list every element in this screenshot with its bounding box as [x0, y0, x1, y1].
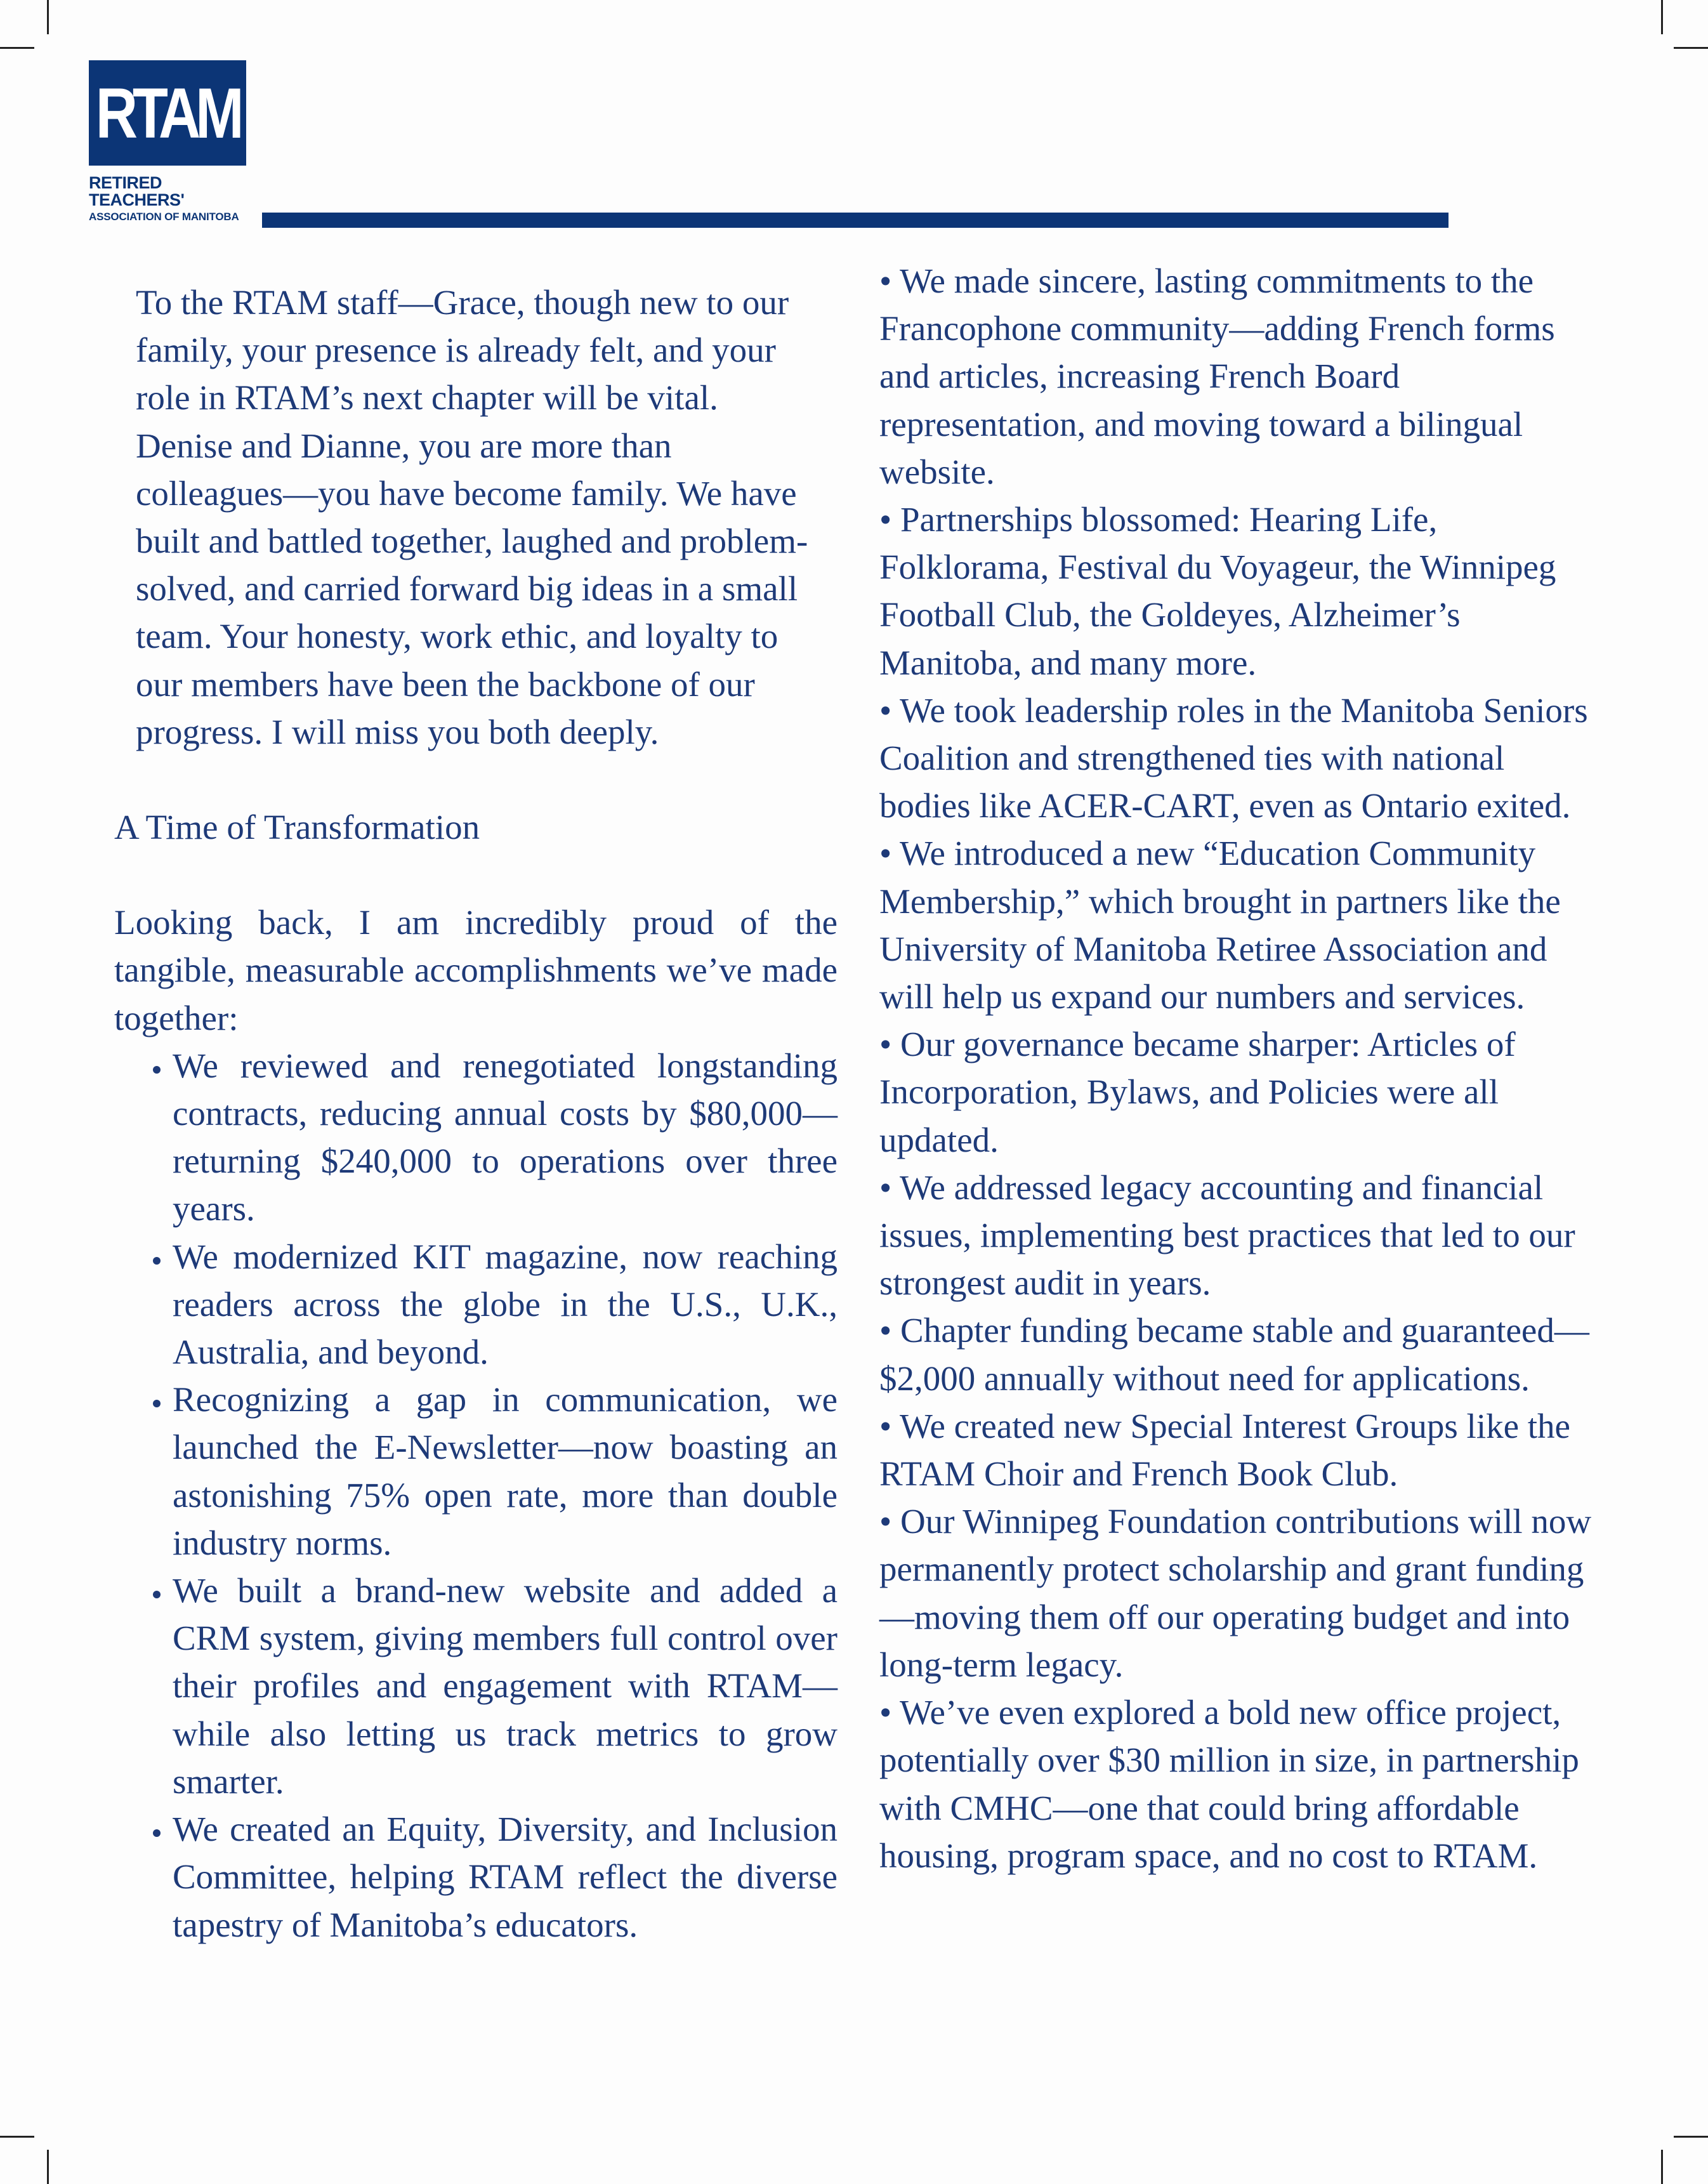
crop-mark-bottom-left-h	[0, 2136, 34, 2138]
crop-mark-top-left-h	[0, 47, 34, 49]
list-item: • We created an Equity, Diversity, and Inclusion Committee, helping RTAM reflect the diverse tapestry of Manitoba’s educators.	[173, 1805, 838, 1949]
accomplishments-list	[114, 1042, 838, 1949]
list-item: • Recognizing a gap in communication, we launched the E-Newsletter—now boasting an astonishing 75% open rate, more than double industry norms.	[173, 1376, 838, 1567]
right-column	[879, 257, 1603, 1879]
header-rule	[262, 213, 1449, 228]
crop-mark-top-left	[47, 0, 49, 34]
list-item: • We took leadership roles in the Manitoba Seniors Coalition and strengthened ties with national bodies like ACER-CART, even as Ontario exited.	[879, 690, 1588, 826]
list-item: • Our Winnipeg Foundation contributions will now permanently protect scholarship and grant funding—moving them off our operating budget and into long-term legacy.	[879, 1502, 1592, 1684]
list-item: • We’ve even explored a bold new office project, potentially over $30 million in size, in partnership with CMHC—one that could bring affordable housing, program space, and no cost to RTAM.	[879, 1693, 1579, 1875]
logo-mark: RTAM	[96, 73, 239, 153]
lead-paragraph: Looking back, I am incredibly proud of the tangible, measurable accomplishments we’ve made together:	[114, 903, 838, 1037]
list-item: • We modernized KIT magazine, now reaching readers across the globe in the U.S., U.K., Australia, and beyond.	[173, 1233, 838, 1376]
staff-thanks-paragraph: To the RTAM staff—Grace, though new to our family, your presence is already felt, and your role in RTAM’s next chapter will be vital. Denise and Dianne, you are more than colleagues—you have become family. We have built and battled together, laughed and problem-solved, and carried forward big ideas in a small team. Your honesty, work ethic, and loyalty to our members have been the backbone of our progress. I will miss you both deeply.	[136, 283, 808, 751]
crop-mark-top-right	[1661, 0, 1663, 34]
logo-box	[89, 60, 246, 166]
logo-name-line2: ASSOCIATION OF MANITOBA	[89, 211, 239, 223]
list-item: • We introduced a new “Education Community Membership,” which brought in partners like the University of Manitoba Retiree Association and will help us expand our numbers and services.	[879, 834, 1561, 1016]
crop-mark-top-right-h	[1674, 47, 1708, 49]
list-item: • We created new Special Interest Groups like the RTAM Choir and French Book Club.	[879, 1406, 1570, 1494]
list-item: • We built a brand-new website and added a CRM system, giving members full control over their profiles and engagement with RTAM—while also letting us track metrics to grow smarter.	[173, 1567, 838, 1805]
list-item: • Chapter funding became stable and guaranteed—$2,000 annually without need for applications.	[879, 1311, 1589, 1398]
crop-mark-bottom-right-h	[1674, 2136, 1708, 2138]
logo-name-line1: RETIRED TEACHERS'	[89, 173, 185, 209]
list-item: • Partnerships blossomed: Hearing Life, Folklorama, Festival du Voyageur, the Winnipeg Football Club, the Goldeyes, Alzheimer’s Manitoba, and many more.	[879, 500, 1556, 682]
list-item: • Our governance became sharper: Articles of Incorporation, Bylaws, and Policies were all updated.	[879, 1025, 1516, 1159]
crop-mark-bottom-left	[47, 2150, 49, 2184]
crop-mark-bottom-right	[1661, 2150, 1663, 2184]
list-item: • We addressed legacy accounting and financial issues, implementing best practices that led to our strongest audit in years.	[879, 1168, 1575, 1303]
left-column	[114, 279, 838, 1949]
rtam-logo	[89, 60, 254, 222]
list-item: • We reviewed and renegotiated longstanding contracts, reducing annual costs by $80,000—returning $240,000 to operations over three years.	[173, 1042, 838, 1233]
list-item: • We made sincere, lasting commitments to the Francophone community—adding French forms and articles, increasing French Board representation, and moving toward a bilingual website.	[879, 261, 1555, 491]
section-heading: A Time of Transformation	[114, 808, 480, 847]
